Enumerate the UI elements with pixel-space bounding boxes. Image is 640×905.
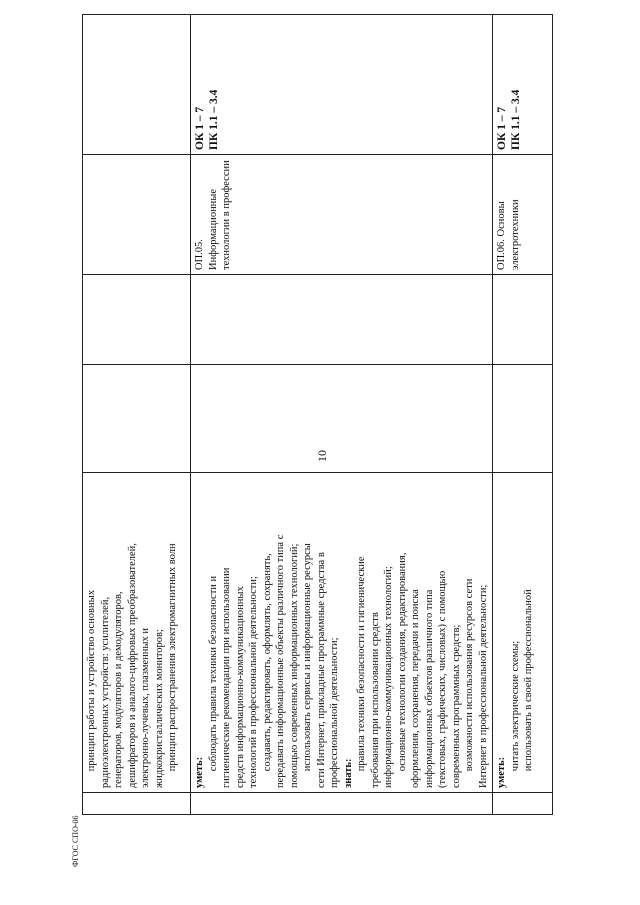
discipline-name: ОП.06. Основы электротехники (496, 199, 521, 270)
professional-competency-code: ПК 1.1 – 3.4 (510, 89, 522, 150)
empty-cell (83, 793, 191, 815)
requirement-line: соблюдать правила техники безопасности и (207, 575, 219, 772)
table-row (83, 15, 191, 815)
requirement-line: использовать сервисы и информационные ресурсы (302, 543, 313, 772)
requirement-line: электронно-лучевых, плазменных и (140, 628, 151, 788)
requirement-line: помощью современных информационных технологий; (288, 543, 300, 788)
table-row (191, 15, 493, 815)
requirements-cell (191, 473, 493, 793)
discipline-name: ОП.05. Информационные технологии в профессии (194, 160, 232, 270)
requirement-line: передавать информационные объекты различного типа с (275, 534, 286, 788)
requirement-line: (текстовых, графических, числовых) с помощью (437, 570, 448, 788)
requirement-line: информационных объектов различного типа (423, 589, 435, 788)
document-footer: ФГОС СПО-06 (71, 815, 80, 867)
general-competency-code: ОК 1 – 7 (496, 106, 508, 150)
empty-cell (83, 275, 191, 365)
professional-competency-code: ПК 1.1 – 3.4 (208, 89, 220, 150)
empty-cell (83, 365, 191, 473)
empty-cell (493, 275, 553, 365)
requirement-line: правила техники безопасности и гигиенические (356, 556, 367, 772)
section-label: уметь: (194, 756, 205, 788)
page-number: 10 (315, 450, 329, 462)
requirement-line: принцип работы и устройство основных (86, 590, 97, 772)
requirements-list (85, 477, 180, 788)
empty-cell (191, 365, 493, 473)
competency-cell (191, 15, 493, 155)
empty-cell (83, 155, 191, 275)
requirement-line: современных программных средств; (450, 624, 462, 788)
empty-cell (493, 365, 553, 473)
discipline-cell (191, 155, 493, 275)
requirements-cell (83, 473, 191, 793)
requirement-line: гигиенические рекомендации при использовании (221, 567, 232, 788)
requirement-line: генераторов, модуляторов и демодуляторов, (113, 591, 124, 788)
empty-cell (191, 793, 493, 815)
empty-cell (191, 275, 493, 365)
discipline-cell (493, 155, 553, 275)
table-row (493, 15, 553, 815)
requirement-line: информационно-коммуникационных технологий; (383, 566, 394, 788)
empty-cell (83, 15, 191, 155)
requirement-line: дешифраторов и аналого-цифровых преобразователей, (126, 543, 138, 788)
requirement-line: возможности использования ресурсов сети (464, 578, 475, 772)
requirements-list (495, 477, 536, 788)
requirement-line: технологий в профессиональной деятельности; (248, 576, 259, 788)
requirement-line: читать электрические схемы; (509, 640, 521, 772)
competency-cell (493, 15, 553, 155)
requirement-line: принцип распространения электромагнитных волн (167, 543, 178, 772)
general-competency-code: ОК 1 – 7 (194, 106, 206, 150)
requirement-line: создавать, редактировать, оформлять, сохранять, (261, 553, 273, 772)
requirement-line: использовать в своей профессиональной (523, 589, 534, 772)
requirement-line: средств информационно-коммуникационных (234, 586, 246, 788)
empty-cell (493, 793, 553, 815)
requirements-cell (493, 473, 553, 793)
requirement-line: радиоэлектронных устройств: усилителей, (99, 596, 111, 788)
competency-table (82, 14, 553, 815)
section-label: знать: (342, 758, 354, 788)
requirement-line: профессиональной деятельности; (329, 637, 340, 788)
requirement-line: жидкокристаллических мониторов; (153, 629, 165, 788)
requirement-line: оформления, сохранения, передачи и поиска (410, 589, 421, 788)
requirement-line: сети Интернет, прикладные программные средства в (315, 552, 327, 788)
requirement-line: основные технологии создания, редактирования, (396, 552, 408, 772)
section-label: уметь: (496, 756, 507, 788)
requirement-line: требования при использовании средств (369, 612, 381, 788)
requirement-line: Интернет в профессиональной деятельности; (477, 584, 489, 788)
requirements-list (193, 477, 490, 788)
